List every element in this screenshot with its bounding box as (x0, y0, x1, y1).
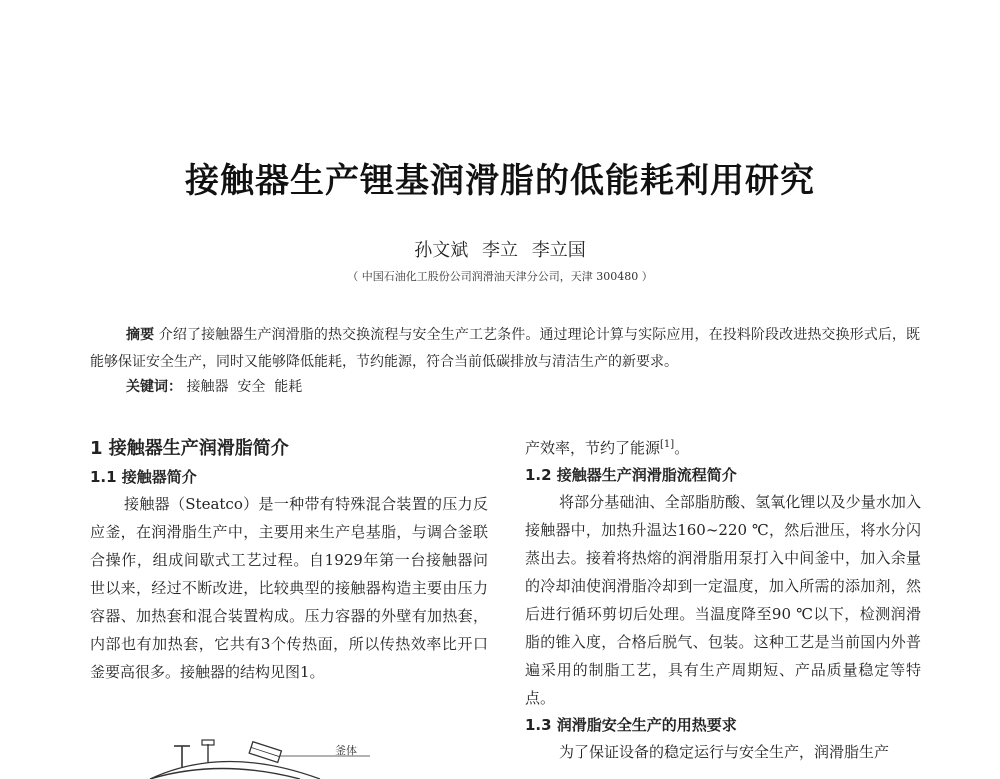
citation-ref: [1] (660, 439, 675, 450)
keywords-text: 接触器 安全 能耗 (186, 379, 303, 395)
left-column (90, 434, 488, 686)
author-name: 李立国 (531, 240, 586, 261)
contactor-diagram (130, 738, 410, 779)
continued-text: 产效率，节约了能源 (525, 439, 661, 457)
abstract-label: 摘要 (126, 327, 155, 343)
continued-paragraph (525, 434, 921, 462)
body-paragraph: 接触器（Steatco）是一种带有特殊混合装置的压力反应釜，在润滑脂生产中，主要用来生产皂基脂，与调合釜联合操作，组成间歇式工艺过程。自1929年第一台接触器问世以来，经过不断改进，比较典型的接触器构造主要由压力容器、加热套和混合装置构成。压力容器的外壁有加热套，内部也有加热套，它共有3个传热面，所以传热效率比开口釜要高很多。接触器的结构见图1。 (90, 495, 488, 681)
continued-end: 。 (674, 439, 690, 457)
figure-label: 釜体 (335, 744, 357, 757)
contactor-figure (130, 738, 410, 779)
subsection-heading: 1.2 接触器生产润滑脂流程简介 (525, 466, 737, 484)
author-list (0, 236, 1000, 262)
affiliation: （ 中国石油化工股份公司润滑油天津分公司，天津 300480 ） (347, 270, 653, 283)
author-name: 李立 (482, 240, 518, 261)
body-paragraph: 将部分基础油、全部脂肪酸、氢氧化锂以及少量水加入接触器中，加热升温达160~220 ℃，然后泄压，将水分闪蒸出去。接着将热熔的润滑脂用泵打入中间釜中，加入余量的冷却油使润滑脂冷却到一定温度，加入所需的添加剂，然后进行循环剪切后处理。当温度降至90 ℃以下，检测润滑脂的锥入度，合格后脱气、包装。这种工艺是当前国内外普遍采用的制脂工艺，具有生产周期短、产品质量稳定等特点。 (525, 493, 921, 707)
keywords-label: 关键词： (126, 379, 182, 395)
subsection-heading: 1.3 润滑脂安全生产的用热要求 (525, 716, 737, 734)
abstract-text: 介绍了接触器生产润滑脂的热交换流程与安全生产工艺条件。通过理论计算与实际应用，在投料阶段改进热交换形式后，既能够保证安全生产，同时又能够降低能耗，节约能源，符合当前低碳排放与清洁生产的新要求。 (90, 327, 921, 370)
abstract (90, 322, 920, 376)
body-paragraph: 为了保证设备的稳定运行与安全生产，润滑脂生产 (559, 743, 890, 761)
right-column (525, 434, 921, 766)
keywords (126, 376, 302, 396)
section-heading: 1 接触器生产润滑脂简介 (90, 438, 289, 459)
paper-title: 接触器生产锂基润滑脂的低能耗利用研究 (185, 161, 815, 201)
author-name: 孙文斌 (414, 240, 469, 261)
subsection-heading: 1.1 接触器简介 (90, 468, 197, 486)
